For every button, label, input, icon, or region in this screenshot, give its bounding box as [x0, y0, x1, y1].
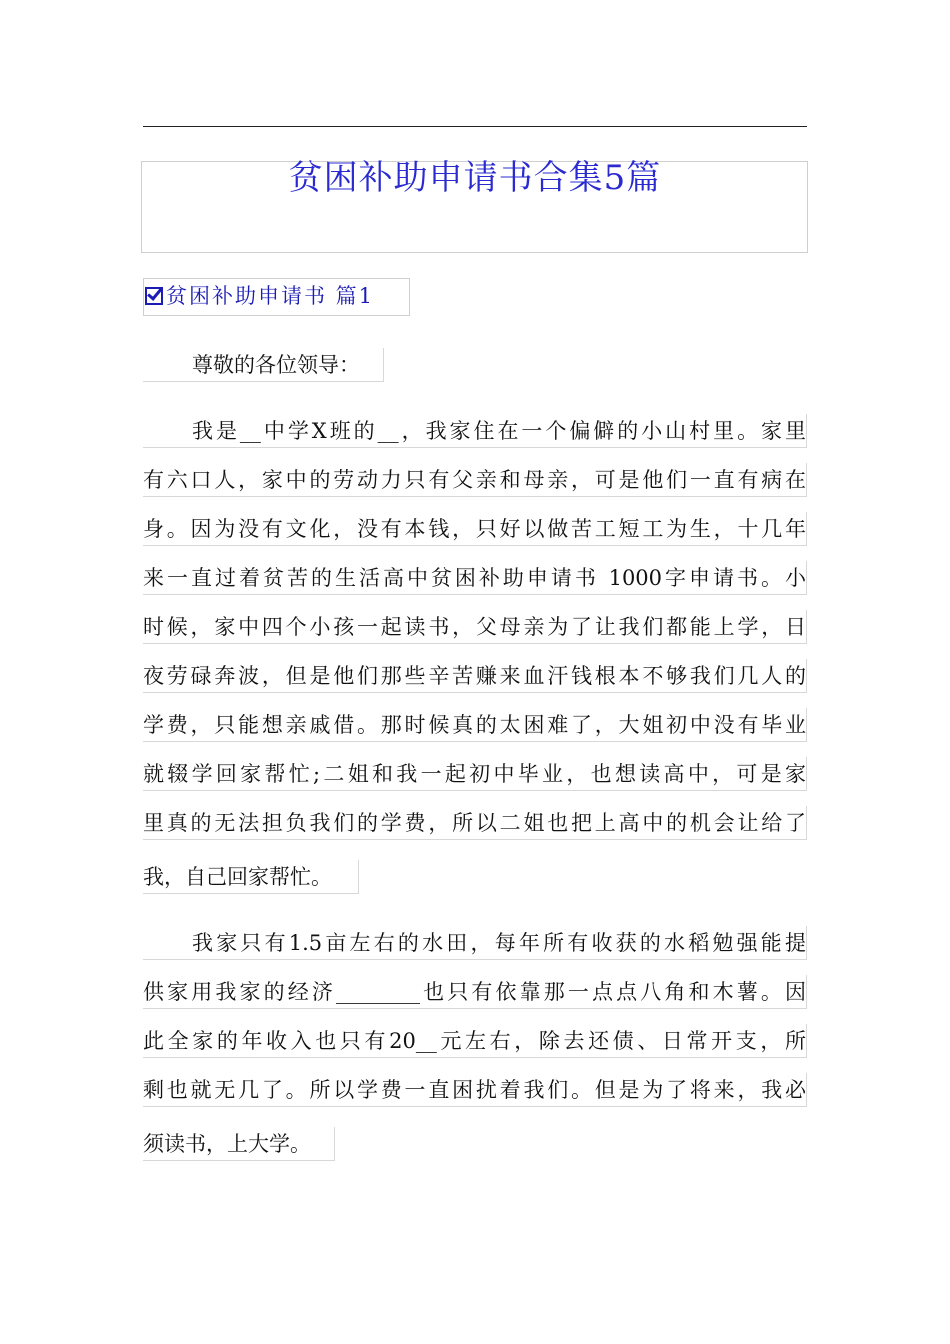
text-line: 我是__中学X班的__，我家住在一个偏僻的小山村里。家里: [143, 414, 807, 448]
text-line: 夜劳碌奔波，但是他们那些辛苦赚来血汗钱根本不够我们几人的: [143, 659, 807, 693]
section-heading: 贫困补助申请书 篇1: [166, 284, 375, 308]
top-rule: [143, 126, 807, 127]
document-title: 贫困补助申请书合集5篇: [288, 158, 662, 198]
text-line: 身。因为没有文化，没有本钱，只好以做苦工短工为生，十几年: [143, 512, 807, 546]
text-line: 有六口人，家中的劳动力只有父亲和母亲，可是他们一直有病在: [143, 463, 807, 497]
text-line: 供家用我家的经济________也只有依靠那一点点八角和木薯。因: [143, 975, 807, 1009]
text-line: 里真的无法担负我们的学费，所以二姐也把上高中的机会让给了: [143, 806, 807, 840]
text-line: 我家只有1.5亩左右的水田，每年所有收获的水稻勉强能提: [143, 926, 807, 960]
salutation: 尊敬的各位领导：: [143, 348, 384, 382]
text-line: 我，自己回家帮忙。: [143, 860, 359, 894]
text-line: 就辍学回家帮忙;二姐和我一起初中毕业，也想读高中，可是家: [143, 757, 807, 791]
text-line: 此全家的年收入也只有20__元左右，除去还债、日常开支，所: [143, 1024, 807, 1058]
checkbox-icon: [145, 287, 163, 305]
text-line: 剩也就无几了。所以学费一直困扰着我们。但是为了将来，我必: [143, 1073, 807, 1107]
text-line: 须读书，上大学。: [143, 1127, 335, 1161]
text-line: 学费，只能想亲戚借。那时候真的太困难了，大姐初中没有毕业: [143, 708, 807, 742]
text-line: 时候，家中四个小孩一起读书，父母亲为了让我们都能上学，日: [143, 610, 807, 644]
text-line: 来一直过着贫苦的生活高中贫困补助申请书 1000字申请书。小: [143, 561, 807, 595]
